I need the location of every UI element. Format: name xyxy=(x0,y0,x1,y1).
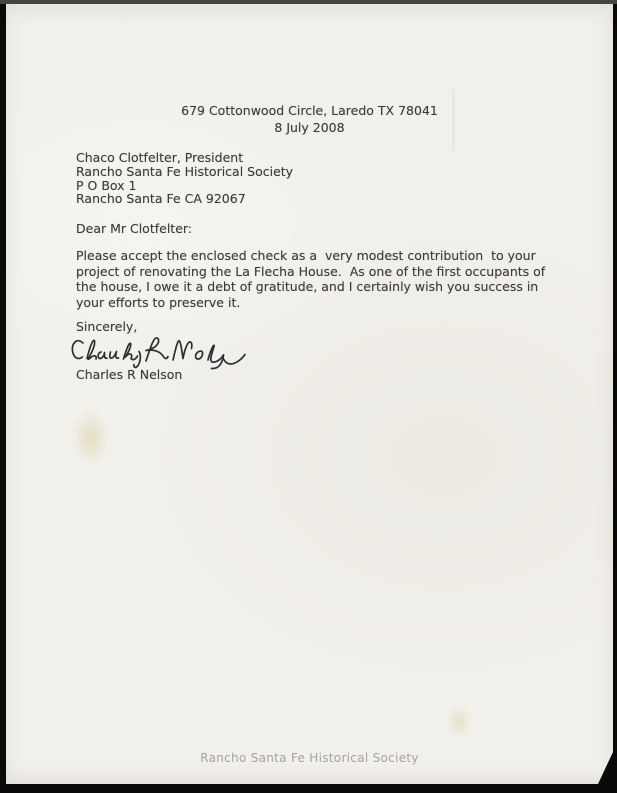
typed-signature-name: Charles R Nelson xyxy=(76,367,183,382)
body-line: Please accept the enclosed check as a very modest contribution to your xyxy=(76,248,536,263)
sender-address-line: 679 Cottonwood Circle, Laredo TX 78041 xyxy=(181,103,438,118)
letter-body-paragraph xyxy=(76,248,545,310)
letter-date: 8 July 2008 xyxy=(274,119,345,135)
recipient-pobox-line: P O Box 1 xyxy=(76,177,137,193)
paper-crease-mark xyxy=(453,90,454,150)
sender-address-block xyxy=(6,103,613,136)
letter-paper xyxy=(6,4,613,784)
closing-sincerely: Sincerely, xyxy=(76,319,138,334)
body-line: your efforts to preserve it. xyxy=(76,294,241,310)
paper-corner-cut xyxy=(598,752,613,784)
archive-caption: Rancho Santa Fe Historical Society xyxy=(200,751,419,765)
paper-stain-large xyxy=(70,406,112,470)
recipient-org-line: Rancho Santa Fe Historical Society xyxy=(76,163,294,179)
paper-stain-small xyxy=(446,704,472,740)
body-line: project of renovating the La Flecha House. As one of the first occupants of xyxy=(76,263,546,279)
recipient-city-line: Rancho Santa Fe CA 92067 xyxy=(76,191,246,207)
body-line: the house, I owe it a debt of gratitude, and I certainly wish you success in xyxy=(76,279,539,295)
recipient-name-line: Chaco Clotfelter, President xyxy=(76,150,244,165)
recipient-address-block xyxy=(76,151,293,206)
salutation: Dear Mr Clotfelter: xyxy=(76,221,193,236)
